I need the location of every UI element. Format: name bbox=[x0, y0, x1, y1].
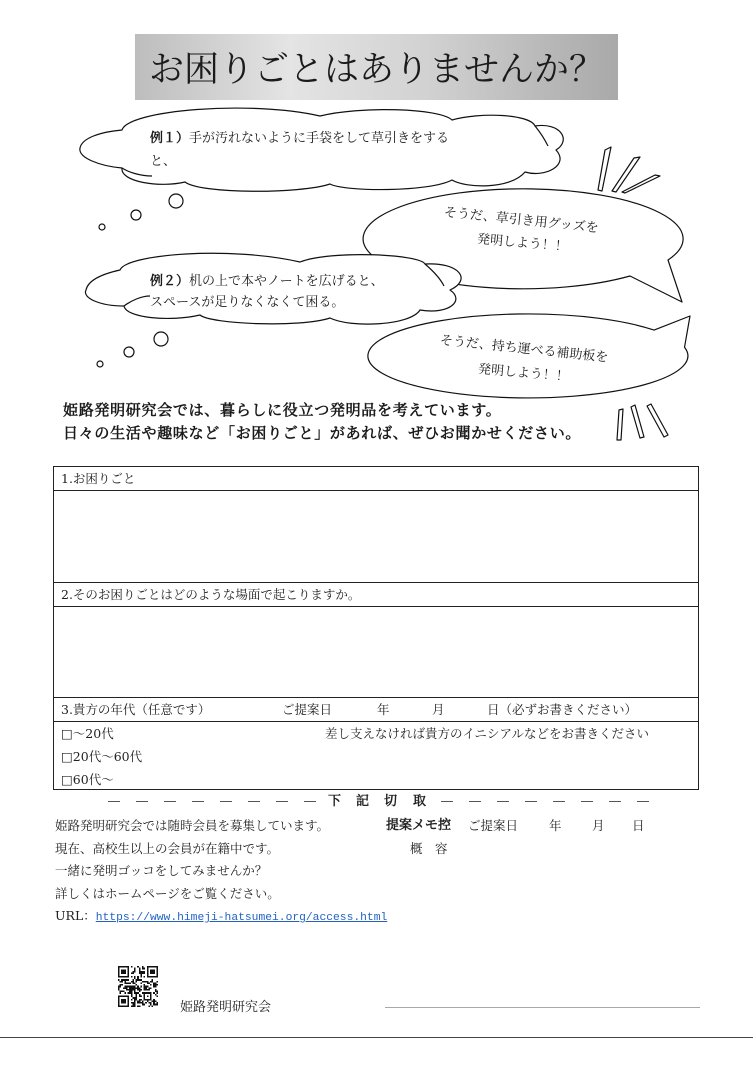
question-1-header bbox=[54, 467, 698, 491]
example-1-text: 手が汚れないように手袋をして草引きをする bbox=[189, 131, 450, 146]
emphasis-stroke bbox=[622, 175, 660, 193]
idea-1-line-2: 発明しよう！！ bbox=[476, 232, 569, 255]
url-row bbox=[55, 905, 387, 930]
memo-date-label: ご提案日 bbox=[468, 818, 519, 833]
proposal-day-note: 日（必ずお書きください） bbox=[487, 702, 638, 717]
memo-title: 提案メモ控 bbox=[386, 818, 452, 833]
example-1-label: 例１） bbox=[150, 131, 190, 146]
page-title: お困りごとはありませんか？ bbox=[148, 50, 604, 90]
cut-line-char: 下 bbox=[328, 794, 342, 809]
intro-paragraph bbox=[63, 399, 581, 445]
illustration-layer bbox=[0, 0, 753, 460]
question-2-answer-area bbox=[54, 607, 698, 698]
thought-dot-medium bbox=[124, 347, 134, 357]
cut-line-char: 取 bbox=[413, 794, 427, 809]
idea-2-line-2: 発明しよう！！ bbox=[477, 362, 570, 385]
example-2-text: 机の上で本やノートを広げると、 bbox=[189, 274, 384, 289]
proposal-month-label: 月 bbox=[432, 702, 445, 717]
cut-line-dashes-left bbox=[108, 801, 316, 802]
footer-organization: 姫路発明研究会 bbox=[180, 1000, 272, 1015]
emphasis-stroke bbox=[631, 405, 644, 438]
idea-2-line-1: そうだ、持ち運べる補助板を bbox=[439, 333, 609, 366]
age-option-20-60: □20代～60代 bbox=[61, 749, 143, 764]
page-bottom-rule bbox=[0, 1037, 753, 1038]
memo-summary-label: 概 容 bbox=[410, 841, 448, 856]
age-option-over-60: □60代～ bbox=[61, 772, 114, 787]
recruit-line: 現在、高校生以上の会員が在籍中です。 bbox=[55, 840, 280, 856]
thought-dot-large bbox=[169, 194, 183, 208]
signature-line bbox=[385, 1007, 700, 1008]
example-2 bbox=[150, 271, 384, 313]
intro-line-1: 姫路発明研究会では、暮らしに役立つ発明品を考えています。 bbox=[63, 401, 502, 419]
question-3-label: 3.貴方の年代（任意です） bbox=[61, 702, 211, 717]
example-2-label: 例２） bbox=[150, 274, 190, 289]
question-1-label: 1.お困りごと bbox=[61, 471, 136, 486]
proposal-form bbox=[53, 466, 699, 790]
recruit-line: 詳しくはホームページをご覧ください。 bbox=[55, 885, 280, 901]
thought-dot-large bbox=[154, 332, 168, 346]
recruit-line: 一緒に発明ゴッコをしてみませんか？ bbox=[55, 863, 268, 878]
example-1 bbox=[150, 127, 449, 173]
site-url-link[interactable]: https://www.himeji-hatsumei.org/access.html bbox=[95, 912, 388, 924]
idea-1-line-1: そうだ、草引き用グッズを bbox=[443, 205, 600, 237]
proposal-date-label: ご提案日 bbox=[282, 702, 333, 717]
emphasis-stroke bbox=[598, 147, 611, 191]
question-1-answer-area bbox=[54, 491, 698, 583]
intro-line-2: 日々の生活や趣味など「お困りごと」があれば、ぜひお聞かせください。 bbox=[63, 424, 582, 442]
qr-code bbox=[118, 966, 158, 1007]
memo-day-label: 日 bbox=[632, 818, 645, 833]
age-option-under-20: □～20代 bbox=[61, 726, 114, 741]
example-1-text-cont: と、 bbox=[150, 154, 177, 169]
emphasis-stroke bbox=[647, 404, 668, 437]
initials-note: 差し支えなければ貴方のイニシアルなどをお書きください bbox=[325, 726, 650, 741]
thought-dot-small bbox=[99, 224, 105, 230]
proposal-year-label: 年 bbox=[377, 702, 390, 717]
cut-line-char: 記 bbox=[356, 794, 370, 809]
memo-year-label: 年 bbox=[549, 818, 562, 833]
example-2-text-cont: スペースが足りなくなくて困る。 bbox=[150, 295, 345, 310]
cut-line-char: 切 bbox=[384, 794, 398, 809]
question-3-answer-area bbox=[54, 722, 698, 789]
memo-month-label: 月 bbox=[592, 818, 605, 833]
recruit-info bbox=[55, 815, 387, 930]
thought-dot-small bbox=[97, 361, 103, 367]
cut-line-dashes-right bbox=[441, 801, 649, 802]
question-2-label: 2.そのお困りごとはどのような場面で起こりますか。 bbox=[61, 587, 361, 602]
thought-dot-medium bbox=[131, 210, 141, 220]
recruit-line: 姫路発明研究会では随時会員を募集しています。 bbox=[55, 818, 330, 833]
question-2-header bbox=[54, 583, 698, 607]
question-3-header bbox=[54, 698, 698, 722]
url-label: URL： bbox=[55, 908, 96, 923]
emphasis-stroke bbox=[617, 409, 623, 440]
